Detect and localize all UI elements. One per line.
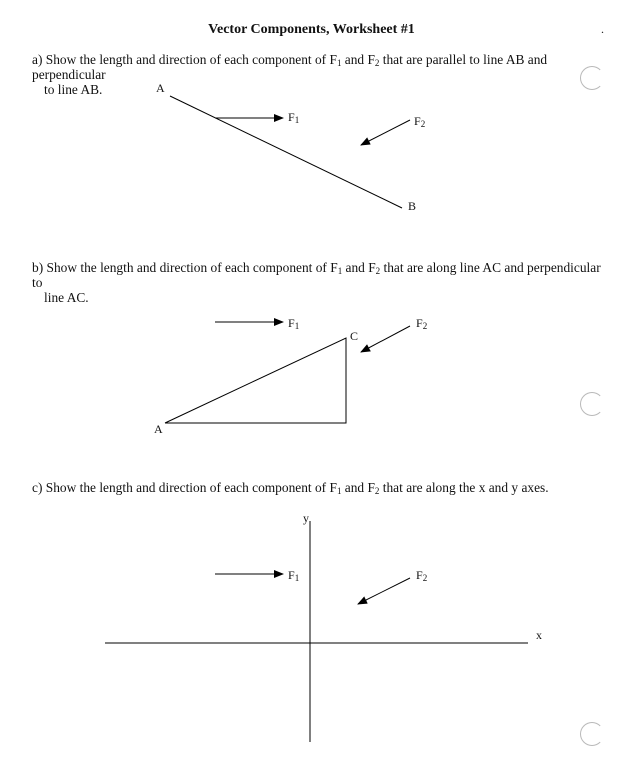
point-a-label-a: A [156,81,165,95]
line-ab [170,96,402,208]
question-a: a) Show the length and direction of each component of $F_1$ and $F_2$ that are parallel to line AB and perpendicular to line AB. [32,52,548,97]
binder-hole-top [580,66,604,90]
question-b: b) Show the length and direction of each component of $F_1$ and $F_2$ that are along line AC and perpendicular to line AC. [32,260,601,305]
f2-label-b: $F_2$ [416,316,428,331]
margin-mark: . [601,22,604,36]
triangle-ac [165,338,346,423]
binder-hole-bottom [580,722,604,746]
f1-label-a: $F_1$ [288,110,300,125]
f2-arrow-b [361,326,410,352]
point-a-label-b: A [154,422,163,436]
f1-label-b: $F_1$ [288,316,300,331]
point-b-label: B [408,199,417,213]
f2-arrow-c [358,578,410,604]
y-axis-label: y [303,511,309,525]
f2-arrow-a [361,120,410,145]
binder-hole-middle [580,392,604,416]
f2-label-c: $F_2$ [416,568,428,583]
x-axis-label: x [536,628,542,642]
f1-label-c: $F_1$ [288,568,300,583]
question-c: c) Show the length and direction of each component of $F_1$ and $F_2$ that are along the x and y axes. [32,480,549,496]
worksheet-title: Vector Components, Worksheet #1 [208,22,415,37]
f2-label-a: $F_2$ [414,114,426,129]
point-c-label: C [350,329,359,343]
